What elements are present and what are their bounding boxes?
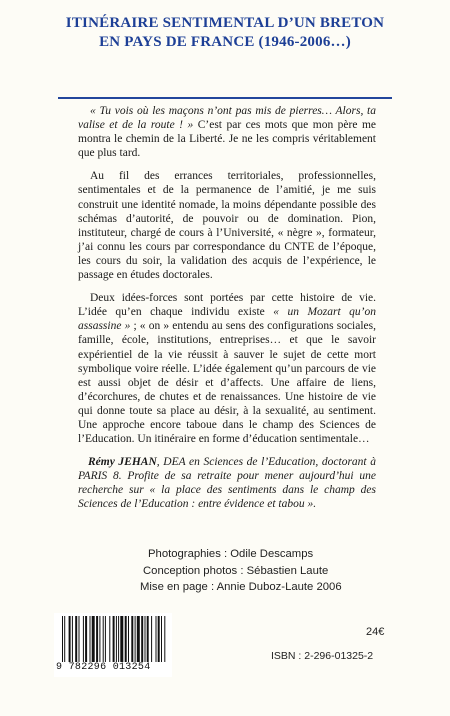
credit-photo-conception: Conception photos : Sébastien Laute	[143, 564, 329, 577]
barcode-digits: 9 782296 013254	[56, 662, 151, 673]
book-title	[0, 14, 450, 52]
father-quote: « Tu vois où les maçons n’ont pas mis de pierres… Alors, ta valise et de la route ! »	[78, 105, 376, 132]
book-title-line-1: ITINÉRAIRE SENTIMENTAL D’UN BRETON	[65, 15, 385, 31]
ideas-text-a: Deux idées-forces sont portées par cette histoire de vie. L’idée qu’en chaque individu existe	[78, 292, 376, 319]
title-divider	[58, 97, 392, 99]
author-bio	[78, 455, 376, 511]
isbn-number: ISBN : 2-296-01325-2	[271, 650, 374, 662]
credit-layout: Mise en page : Annie Duboz-Laute 2006	[140, 581, 342, 593]
author-name: Rémy JEHAN	[88, 456, 157, 469]
barcode-bars	[62, 616, 166, 662]
barcode	[54, 613, 172, 677]
credits-block	[140, 546, 342, 596]
paragraph-opening-quote	[78, 104, 376, 160]
back-cover-text	[78, 104, 376, 512]
price: 24€	[366, 626, 385, 638]
ideas-text-b: ; « on » entendu au sens des configurations sociales, famille, école, institutions, entreprises… et que le savoir expérientiel de la vie réussit à sauver le sujet de cette mort symbolique voire réelle. L’idée également qu’un parcours de vie est aussi objet de désir et d’affects. Une affaire de liens, d’écorchures, de chutes et de renaissances. Une histoire de vie qui donne toute sa place au désir, à la sexualité, au sentiment. Une approche encore taboue dans le champ des Sciences de l’Education. Un itinéraire en forme d’éducation sentimentale…	[78, 320, 377, 446]
paragraph-ideas	[78, 291, 376, 446]
book-title-line-2: EN PAYS DE FRANCE (1946-2006…)	[99, 34, 351, 50]
opening-text: C’est par ces mots que mon père me montra le chemin de la Liberté. Je ne les compris véritablement que plus tard.	[78, 119, 376, 160]
mozart-quote: « un Mozart qu’on assassine »	[78, 306, 377, 333]
credit-photographs: Photographies : Odile Descamps	[148, 548, 314, 560]
author-description: , DEA en Sciences de l’Education, doctorant à PARIS 8. Profite de sa retraite pour mener aujourd’hui une recherche sur « la place des sentiments dans le champ des Sciences de l’Education : entre évidence et tabou ».	[78, 456, 376, 511]
paragraph-career: Au fil des errances territoriales, professionnelles, sentimentales et de la permanence de l’amitié, je me suis construit une identité nomade, la moins dépendante possible des schémas d’autorité, de pouvoir ou de domination. Pion, instituteur, chargé de cours à l’Université, « nègre », formateur, j’ai connu les cours par correspondance du CNTE de l’époque, les cours du soir, la validation des acquis de l’expérience, le passage en études doctorales.	[78, 170, 376, 282]
